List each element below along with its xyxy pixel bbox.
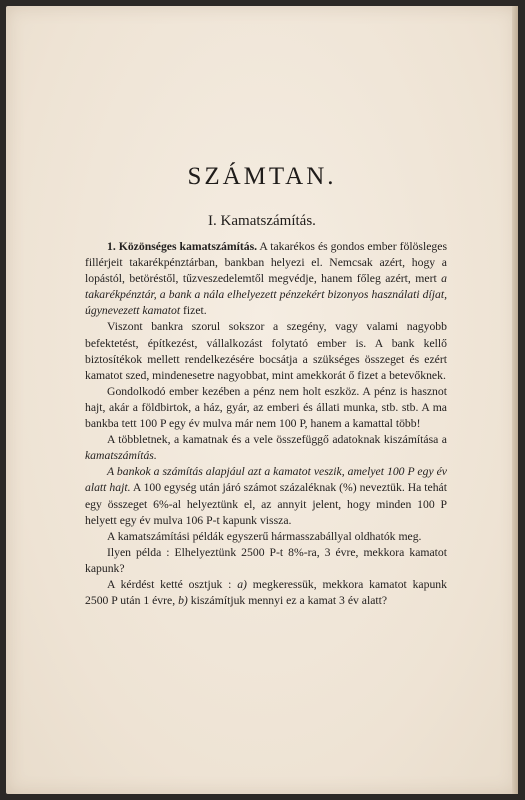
- page-title: SZÁMTAN.: [187, 163, 337, 190]
- paragraph: [85, 529, 447, 545]
- text-run: Ilyen példa : Elhelyeztünk 2500 P-t 8%-ra, 3 évre, mekkora kamatot kapunk?: [85, 545, 447, 575]
- page-edge: [512, 6, 518, 794]
- text-run: A bankok a számítás alapjául azt a kamatot veszik, amelyet 100 P egy év alatt hajt.: [85, 465, 447, 495]
- section-title: I. Kamatszámítás.: [208, 213, 316, 229]
- text-run: kiszámítjuk mennyi ez a kamat 3 év alatt?: [187, 594, 388, 608]
- text-run: A kamatszámítási példák egyszerű hármasszabállyal oldhatók meg.: [107, 529, 422, 543]
- text-run: a): [237, 577, 247, 591]
- paragraph: [85, 545, 447, 577]
- paragraph: [85, 319, 447, 383]
- paragraph: [85, 432, 447, 464]
- text-run: a takarékpénztár, a bank a nála elhelyezett pénzekért bizonyos használati díjat,: [85, 272, 447, 302]
- text-run: b): [178, 594, 188, 608]
- paragraph: [85, 464, 447, 528]
- text-run: A 100 egység után járó számot százaléknak (%) neveztük. Ha tehát egy összeget 6%-al helyeztünk el, az annyit jelent, hogy minden 100 P helyett egy év mulva 106 P-t kapunk vissza.: [85, 481, 447, 527]
- text-run: kamatszámítás.: [85, 449, 157, 463]
- text-run: Gondolkodó ember kezében a pénz nem holt eszköz. A pénz is hasznot hajt, akár a földbirtok, a ház, gyár, az emberi és állati munka, stb. stb. A ma bankba tett 100 P egy év mulva már nem 100 P, hanem a kamattal több!: [85, 384, 447, 431]
- text-run: úgynevezett kamatot: [85, 304, 181, 318]
- book-page: [6, 6, 518, 794]
- paragraph: [85, 239, 447, 319]
- paragraph: [85, 577, 447, 609]
- text-run: A takarékos és gondos ember fölösleges fillérjeit takarékpénztárban, bankban helyezi el. Nemcsak azért, hogy a lopástól, betöréstől, tűzveszedelemtől megvédje, hanem főleg azért, mert: [85, 240, 447, 286]
- text-run: fizet.: [180, 304, 207, 318]
- text-run: A többletnek, a kamatnak és a vele összefüggő adatoknak kiszámítása a: [107, 433, 447, 447]
- text-run: A kérdést ketté osztjuk :: [107, 577, 238, 591]
- paragraph: [85, 384, 447, 432]
- text-run: 1. Közönséges kamatszámítás.: [107, 240, 258, 253]
- body-text: [85, 239, 447, 609]
- text-run: megkeressük, mekkora kamatot kapunk 2500 P után 1 évre,: [85, 577, 447, 608]
- text-run: Viszont bankra szorul sokszor a szegény, vagy valami nagyobb befektetést, építkezést, vállalkozást folytató ember is. A bank kellő biztosítékok mellett rendelkezésére bocsátja a szükséges összeget és ezért kamatot szed, mindenesetre nagyobbat, mint amekkorát ő fizet a betevőknek.: [85, 320, 447, 382]
